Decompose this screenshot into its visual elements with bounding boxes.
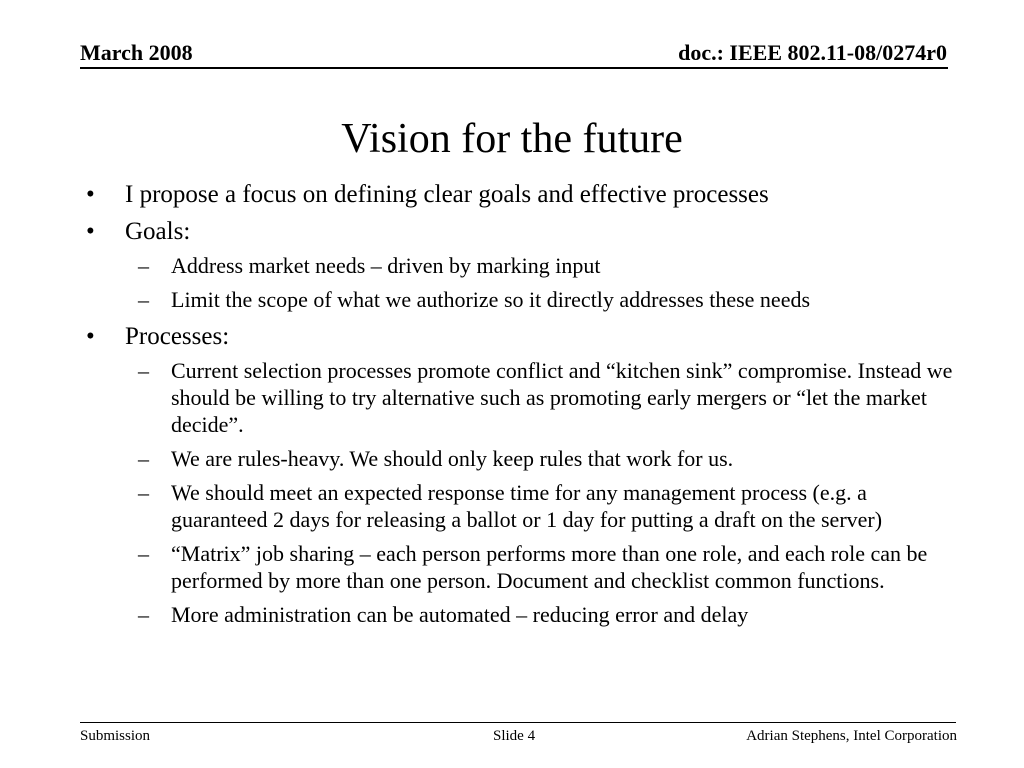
sub-bullet-text: Current selection processes promote conflict and “kitchen sink” compromise. Instead we should be willing to try alternative such as promoting early mergers or “let the market decide”. [171,358,953,437]
sub-bullet-item [86,601,956,628]
bullet-item [86,215,956,249]
sub-bullet-text: We are rules-heavy. We should only keep rules that work for us. [171,446,734,471]
sub-bullet-item [86,252,956,279]
bullet-item [86,178,956,212]
bullet-text: Processes: [125,323,230,350]
sub-bullet-item [86,357,956,438]
sub-bullet-text: Limit the scope of what we authorize so it directly addresses these needs [171,287,811,312]
bullet-text: I propose a focus on defining clear goals and effective processes [125,181,769,208]
footer-slide-number: Slide 4 [493,728,536,744]
bullet-icon: • [86,323,95,350]
dash-icon: – [138,287,149,312]
slide-content [86,178,956,635]
header-date: March 2008 [80,40,193,65]
dash-icon: – [138,358,149,383]
sub-bullet-item [86,286,956,313]
dash-icon: – [138,446,149,471]
header-divider [80,67,948,69]
footer-author: Adrian Stephens, Intel Corporation [746,728,957,744]
sub-bullet-text: We should meet an expected response time for any management process (e.g. a guaranteed 2 days for releasing a ballot or 1 day for putting a draft on the server) [171,480,883,532]
dash-icon: – [138,253,149,278]
header-document-id: doc.: IEEE 802.11-08/0274r0 [678,40,947,65]
slide-title: Vision for the future [341,116,683,162]
bullet-icon: • [86,218,95,245]
bullet-item [86,320,956,354]
bullet-icon: • [86,181,95,208]
dash-icon: – [138,541,149,566]
sub-bullet-text: “Matrix” job sharing – each person performs more than one role, and each role can be performed by more than one person. Document and checklist common functions. [171,541,928,593]
sub-bullet-text: Address market needs – driven by marking input [171,253,601,278]
bullet-text: Goals: [125,218,191,245]
sub-bullet-text: More administration can be automated – reducing error and delay [171,602,749,627]
footer-divider [80,722,956,723]
sub-bullet-item [86,445,956,472]
dash-icon: – [138,480,149,505]
footer-submission: Submission [80,728,151,744]
dash-icon: – [138,602,149,627]
sub-bullet-item [86,540,956,594]
sub-bullet-item [86,479,956,533]
